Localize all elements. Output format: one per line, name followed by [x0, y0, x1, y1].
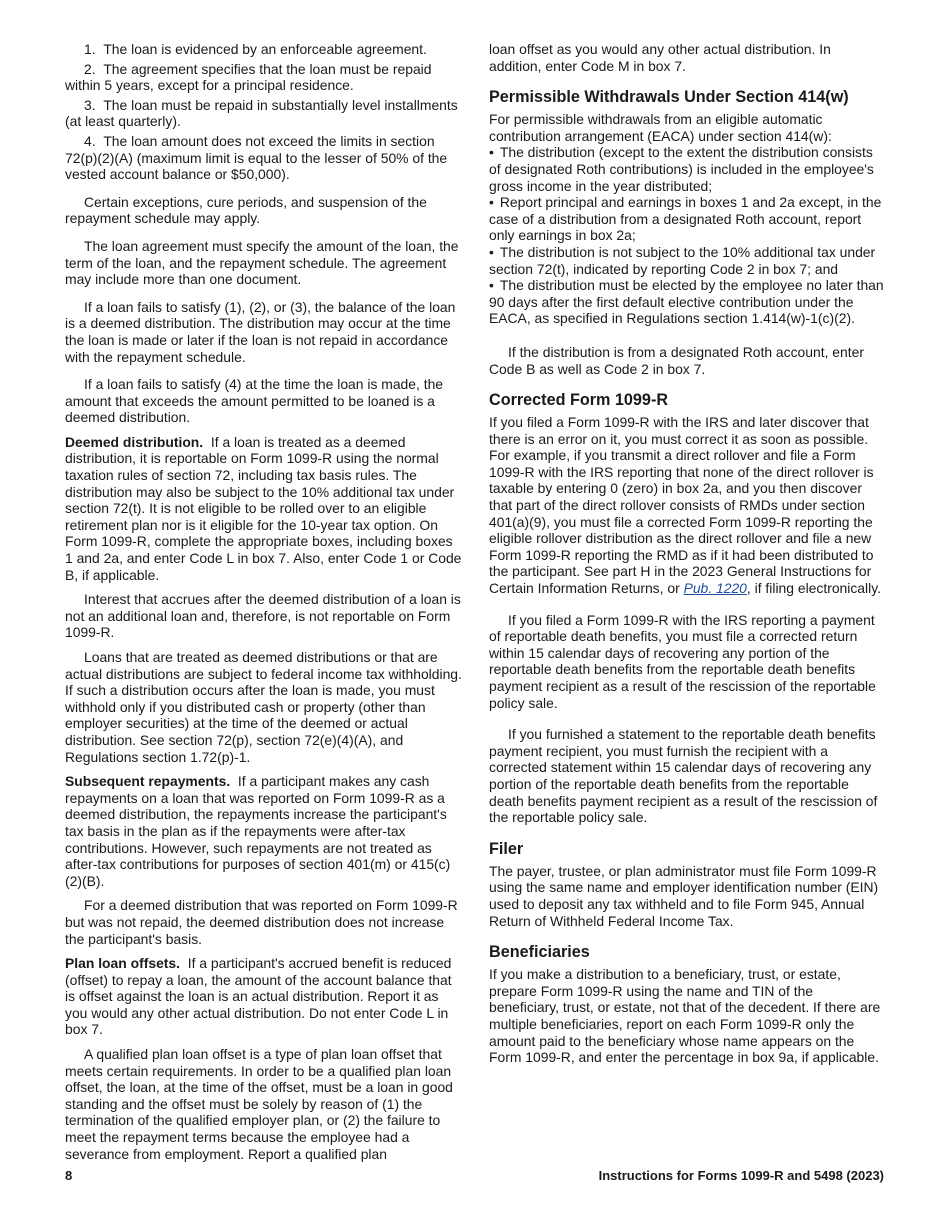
interest-paragraph: Interest that accrues after the deemed distribution of a loan is not an additional loan and, therefore, is not reportable on Form 1099-R. [65, 591, 461, 641]
subsequent-repayments-paragraph: Subsequent repayments. If a participant makes any cash repayments on a loan that was reported on Form 1099-R as a deemed distribution, the repayments increase the participant's tax basis in the plan as if the repayments were after-tax contributions. However, such repayments are not treated as after-tax contributions for purposes of section 401(m) or 415(c)(2)(B). [65, 773, 451, 889]
exceptions-paragraph: Certain exceptions, cure periods, and suspension of the repayment schedule may apply. [65, 193, 427, 227]
list-item-4: 4. The loan amount does not exceed the limits in section 72(p)(2)(A) (maximum limit is equal to the lesser of 50% of the vested account balance or $50,000). [65, 132, 448, 183]
footer-title: Instructions for Forms 1099-R and 5498 (2023) [598, 1168, 884, 1183]
bullet-item-2: • Report principal and earnings in boxes 1 and 2a except, in the case of a distribution from a designated Roth account, report only earnings in box 2a; [489, 194, 886, 244]
deemed-distribution-paragraph: Deemed distribution. If a loan is treated as a deemed distribution, it is reportable on Form 1099-R using the normal taxation rules of section 72, including tax basis rules. The distribution may also be subject to the 10% additional tax under section 72(t). It is not eligible to be rolled over to an eligible retirement plan nor is it eligible for the 10-year tax option. On Form 1099-R, complete the appropriate boxes, including boxes 1 and 2a, and enter Code L in box 7. Also, enter Code 1 or Code B, if applicable. [65, 433, 462, 583]
permissible-intro-paragraph: For permissible withdrawals from an eligible automatic contribution arrangement (EACA) under section 414(w): [489, 111, 832, 144]
bullet-item-1: • The distribution (except to the extent the distribution consists of designated Roth contributions) is included in the employee's gross income in the year distributed; [489, 144, 886, 194]
permissible-withdrawals-heading: Permissible Withdrawals Under Section 414(w) [489, 88, 849, 107]
plan-loan-offsets-heading: Plan loan offsets. [65, 955, 181, 972]
corrected-paragraph: If you filed a Form 1099-R with the IRS and later discover that there is an error on it, you must correct it as soon as possible. For example, if you transmit a direct rollover and file a Form 1099-R with the IRS reporting that none of the direct rollover is taxable by entering 0 (zero) in box 2a, and you then discover that part of the direct rollover consists of RMDs under section 401(a)(9), you must file a corrected Form 1099-R reporting the eligible rollover distribution as the direct rollover and file a new Form 1099-R reporting the RMD as if it had been distributed to the participant. See part H in the 2023 General Instructions for Certain Information Returns, or Pub. 1220, if filing electronically. [489, 414, 881, 597]
roth-paragraph: If the distribution is from a designated Roth account, enter Code B as well as Code 2 in box 7. [489, 343, 864, 377]
agreement-paragraph: The loan agreement must specify the amount of the loan, the term of the loan, and the repayment schedule. The agreement may include more than one document. [65, 237, 459, 288]
list-item-1: 1. The loan is evidenced by an enforceable agreement. [84, 41, 427, 57]
qualified-offset-paragraph: A qualified plan loan offset is a type of plan loan offset that meets certain requirements. In order to be a qualified plan loan offset, the loan, at the time of the offset, must be a loan in good standing and the offset must be solely by reason of (1) the termination of the qualified employer plan, or (2) the failure to meet the repayment terms because the employee had a severance from employment. Report a qualified plan [65, 1046, 453, 1162]
page-number: 8 [65, 1168, 73, 1183]
death-benefits-statement-paragraph: If you furnished a statement to the reportable death benefits payment recipient, you must furnish the recipient with a corrected statement within 15 calendar days of recovering any portion of the reportable death benefits from the reportable death benefits payment recipient as a result of the rescission of the reportable policy sale. [489, 726, 878, 826]
bullet-item-3: • The distribution is not subject to the 10% additional tax under section 72(t), indicated by reporting Code 2 in box 7; and [489, 244, 886, 277]
right-column [489, 41, 886, 1066]
deemed-distribution-heading: Deemed distribution. [65, 433, 204, 450]
filer-paragraph: The payer, trustee, or plan administrator must file Form 1099-R using the same name and employer identification number (EIN) used to deposit any tax withheld and to file Form 945, Annual Return of Withheld Federal Income Tax. [489, 862, 879, 929]
pub-1220-link[interactable]: Pub. 1220 [683, 580, 747, 597]
deemed-not-repaid-paragraph: For a deemed distribution that was reported on Form 1099-R but was not repaid, the deemed distribution does not increase the participant's basis. [65, 897, 458, 947]
fails-1-2-3-paragraph: If a loan fails to satisfy (1), (2), or (3), the balance of the loan is a deemed distribution. The distribution may occur at the time the loan is made or later if the loan is not repaid in accordance with the repayment schedule. [65, 298, 456, 365]
corrected-form-heading: Corrected Form 1099-R [489, 391, 669, 410]
plan-loan-offsets-paragraph: Plan loan offsets. If a participant's accrued benefit is reduced (offset) to repay a loan, the amount of the account balance that is offset against the loan is an actual distribution. Report it as you would any other actual distribution. Do not enter Code L in box 7. [65, 955, 452, 1038]
continued-paragraph: loan offset as you would any other actual distribution. In addition, enter Code M in box 7. [489, 41, 831, 74]
bullet-item-4: • The distribution must be elected by the employee no later than 90 days after the first default elective contribution under the EACA, as specified in Regulations section 1.414(w)-1(c)(2). [489, 277, 886, 327]
loans-withholding-paragraph: Loans that are treated as deemed distributions or that are actual distributions are subject to federal income tax withholding. If such a distribution occurs after the loan is made, you must withhold only if you distributed cash or property (other than employer securities) at the time of the deemed or actual distribution. See section 72(p), section 72(e)(4)(A), and Regulations section 1.72(p)-1. [65, 649, 462, 765]
list-item-3: 3. The loan must be repaid in substantially level installments (at least quarterly). [65, 96, 458, 130]
beneficiaries-paragraph: If you make a distribution to a beneficiary, trust, or estate, prepare Form 1099-R using the name and TIN of the beneficiary, trust, or estate, not that of the decedent. If there are multiple beneficiaries, report on each Form 1099-R only the amount paid to the beneficiary whose name appears on the Form 1099-R, and enter the percentage in box 9a, if applicable. [489, 966, 881, 1066]
death-benefits-irs-paragraph: If you filed a Form 1099-R with the IRS reporting a payment of reportable death benefits, you must file a corrected return within 15 calendar days of recovering any portion of the reportable death benefits from the reportable death benefits payment recipient as a result of the rescission of the reportable policy sale. [489, 611, 876, 711]
filer-heading: Filer [489, 839, 524, 858]
subsequent-repayments-heading: Subsequent repayments. [65, 773, 231, 790]
fails-4-paragraph: If a loan fails to satisfy (4) at the time the loan is made, the amount that exceeds the amount permitted to be loaned is a deemed distribution. [65, 376, 444, 426]
list-item-2: 2. The agreement specifies that the loan must be repaid within 5 years, except for a principal residence. [65, 60, 432, 94]
left-column [65, 41, 462, 1162]
beneficiaries-heading: Beneficiaries [489, 943, 590, 962]
